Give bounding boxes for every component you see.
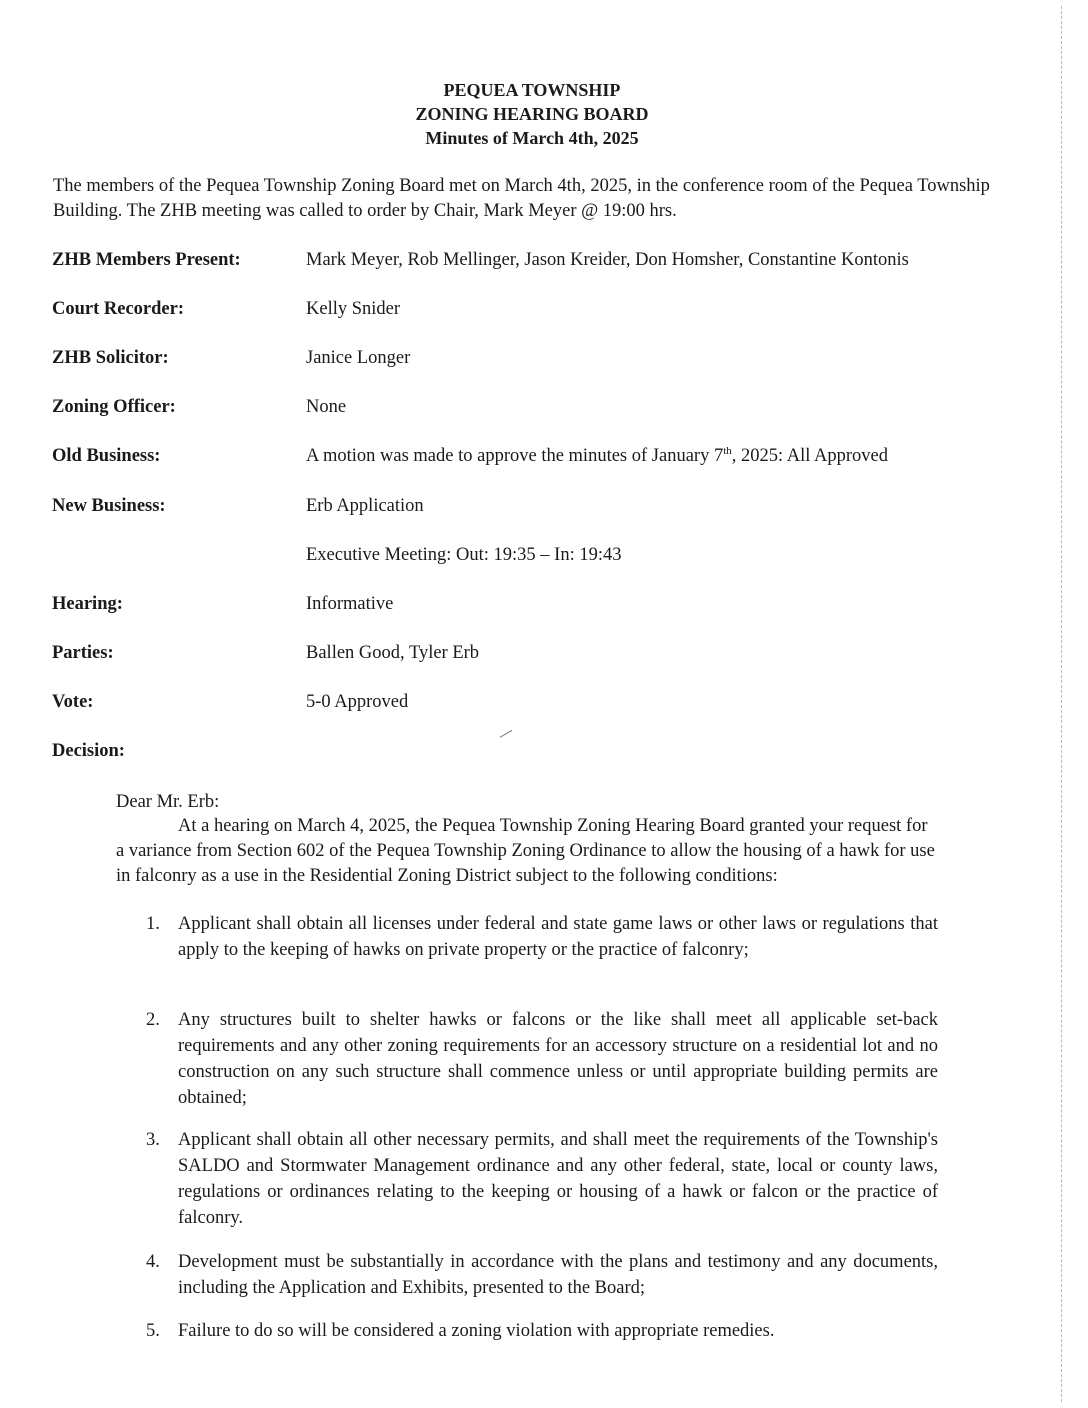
scan-speck bbox=[500, 730, 515, 741]
new-business-value: Erb Application bbox=[306, 496, 424, 516]
condition-text: Applicant shall obtain all licenses under federal and state game laws or other laws or regulations that apply to the keeping of hawks on private property or the practice of falconry; bbox=[178, 914, 938, 960]
recorder-label: Court Recorder: bbox=[52, 299, 185, 319]
condition-item bbox=[146, 1127, 938, 1231]
condition-item bbox=[146, 1249, 938, 1301]
old-business-text-end: , 2025: All Approved bbox=[731, 446, 888, 466]
zoning-officer-value: None bbox=[306, 397, 347, 417]
letter-salutation: Dear Mr. Erb: bbox=[116, 792, 220, 812]
condition-number: 5. bbox=[146, 1321, 160, 1341]
header-minutes-date: Minutes of March 4th, 2025 bbox=[425, 128, 639, 148]
members-value: Mark Meyer, Rob Mellinger, Jason Kreider, Don Homsher, Constantine Kontonis bbox=[306, 250, 909, 270]
solicitor-label: ZHB Solicitor: bbox=[52, 348, 169, 368]
condition-item bbox=[146, 1318, 938, 1344]
condition-text: Any structures built to shelter hawks or falcons or the like shall meet all applicable set-back requirements and any other zoning requirements for an accessory structure on a residential lot and no construction on any such structure shall commence unless or until appropriate building permits are obtained; bbox=[178, 1010, 938, 1108]
recorder-value: Kelly Snider bbox=[306, 299, 401, 319]
hearing-value: Informative bbox=[306, 594, 394, 614]
scan-edge-divider bbox=[1060, 6, 1062, 1402]
new-business-label: New Business: bbox=[52, 496, 166, 516]
old-business-label: Old Business: bbox=[52, 446, 161, 466]
old-business-text-start: A motion was made to approve the minutes of January 7 bbox=[306, 446, 724, 466]
parties-label: Parties: bbox=[52, 643, 114, 663]
header-board: ZONING HEARING BOARD bbox=[415, 104, 649, 124]
vote-value: 5-0 Approved bbox=[306, 692, 409, 712]
solicitor-value: Janice Longer bbox=[306, 348, 411, 368]
condition-item bbox=[146, 1007, 938, 1111]
members-label: ZHB Members Present: bbox=[52, 250, 241, 270]
hearing-label: Hearing: bbox=[52, 594, 123, 614]
old-business-value bbox=[306, 444, 888, 468]
zoning-officer-label: Zoning Officer: bbox=[52, 397, 176, 417]
letter-body: At a hearing on March 4, 2025, the Pequea Township Zoning Hearing Board granted your request for a variance from Section 602 of the Pequea Township Zoning Ordinance to allow the housing of a hawk for use in falconry as a use in the Residential Zoning District subject to the following conditions: bbox=[116, 816, 935, 886]
ordinal-suffix: th bbox=[723, 444, 732, 457]
vote-label: Vote: bbox=[52, 692, 94, 712]
condition-text: Applicant shall obtain all other necessary permits, and shall meet the requirements of the Township's SALDO and Stormwater Management ordinance and any other federal, state, local or county laws, regulations or ordinances relating to the keeping or housing of a hawk or falcon or the practice of falconry. bbox=[178, 1130, 938, 1228]
executive-meeting-value: Executive Meeting: Out: 19:35 – In: 19:43 bbox=[306, 545, 622, 565]
condition-text: Development must be substantially in accordance with the plans and testimony and any documents, including the Application and Exhibits, presented to the Board; bbox=[178, 1252, 938, 1298]
parties-value: Ballen Good, Tyler Erb bbox=[306, 643, 480, 663]
condition-number: 2. bbox=[146, 1010, 160, 1030]
condition-number: 3. bbox=[146, 1130, 160, 1150]
condition-item bbox=[146, 911, 938, 963]
header-township: PEQUEA TOWNSHIP bbox=[443, 80, 621, 100]
decision-label: Decision: bbox=[52, 741, 125, 761]
condition-text: Failure to do so will be considered a zoning violation with appropriate remedies. bbox=[178, 1321, 775, 1341]
condition-number: 4. bbox=[146, 1252, 160, 1272]
condition-number: 1. bbox=[146, 914, 160, 934]
intro-paragraph: The members of the Pequea Township Zoning Board met on March 4th, 2025, in the conference room of the Pequea Township Building. The ZHB meeting was called to order by Chair, Mark Meyer @ 19:00 hrs. bbox=[53, 176, 990, 221]
